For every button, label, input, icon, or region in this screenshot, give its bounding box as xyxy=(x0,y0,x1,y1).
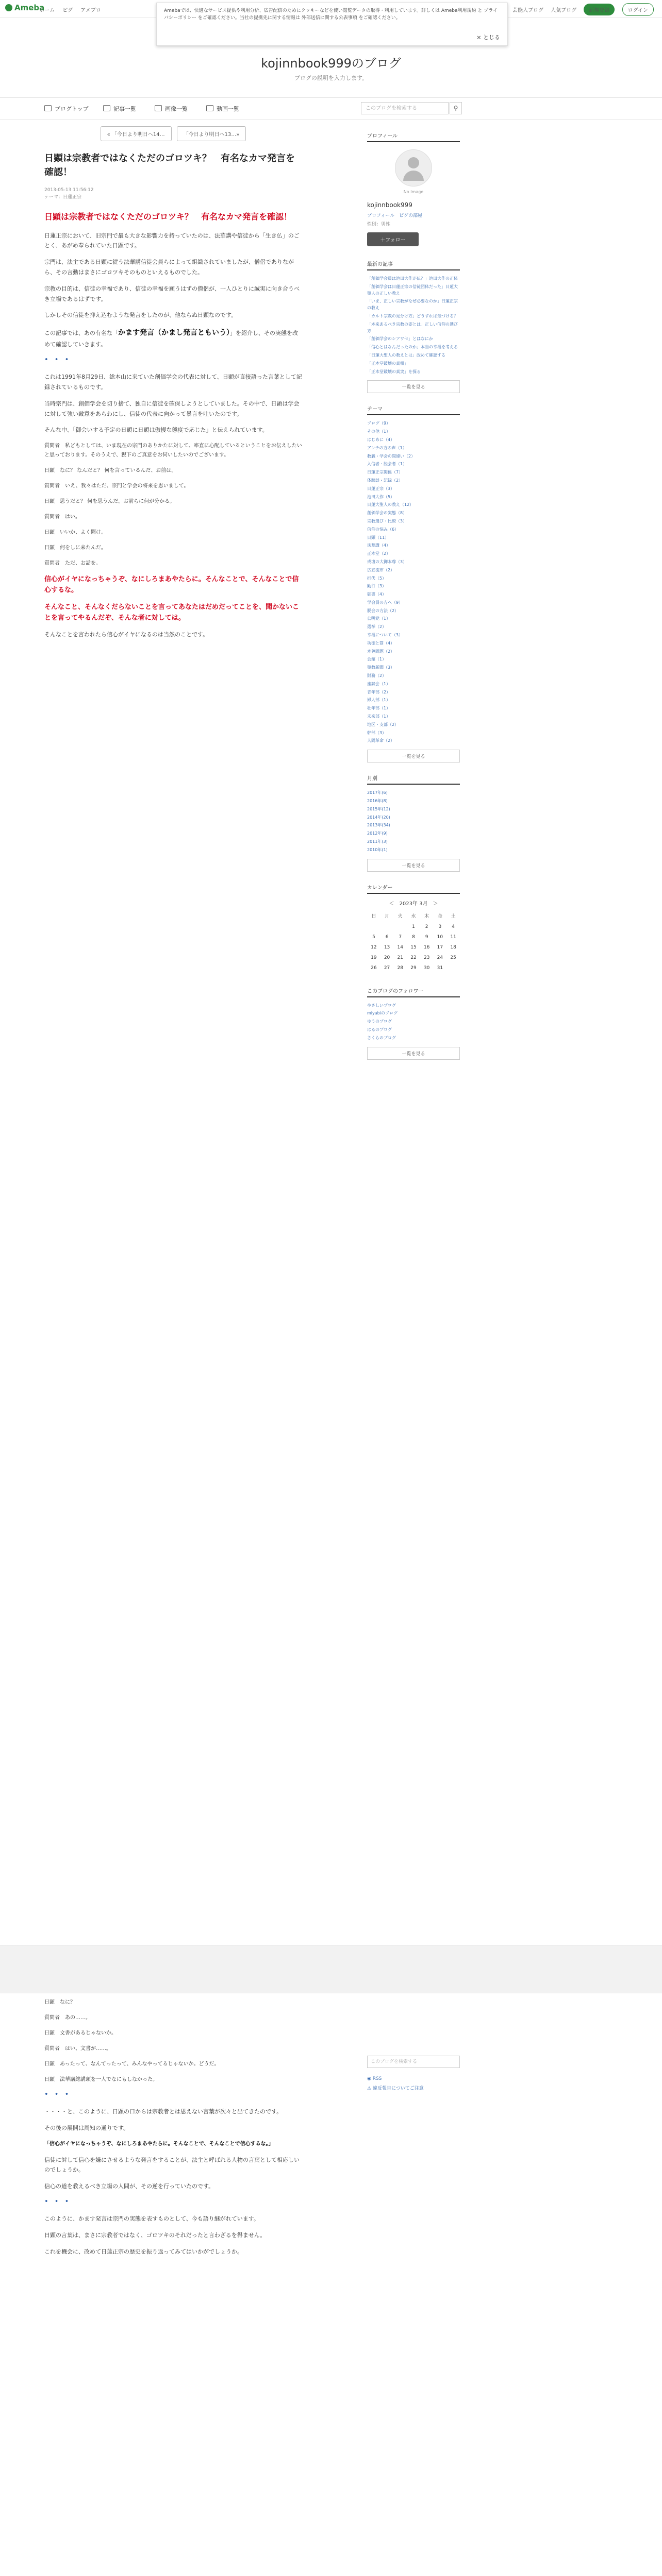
theme-item[interactable]: 婦人部（1） xyxy=(367,698,391,703)
calendar-day[interactable]: 15 xyxy=(410,944,417,950)
rss-label: RSS xyxy=(372,2076,382,2081)
dialogue-line: 日顕 何をしに来たんだ。 xyxy=(44,545,106,551)
followers-list xyxy=(367,1003,460,1042)
theme-item[interactable]: 幸福について（3） xyxy=(367,633,403,638)
nav-video-list-label: 動画一覧 xyxy=(217,106,239,112)
theme-item[interactable]: 聖教新聞（3） xyxy=(367,665,395,670)
cookie-notice-close-button[interactable]: × とじる xyxy=(476,34,500,41)
followers-list-button[interactable]: 一覧を見る xyxy=(367,1047,460,1060)
highlighted-quote: そんなこと、そんなくだらないことを言ってあなたはだめだってことを、聞かないことを言ってやるんだぞ、そんな者に対しては。 xyxy=(44,603,300,622)
calendar-heading: カレンダー xyxy=(367,883,460,894)
highlight-text: かます発言（かまし発言ともいう） xyxy=(118,329,230,337)
calendar-weekday: 水 xyxy=(411,913,416,919)
archive-item[interactable]: 2015年(12) xyxy=(367,806,390,811)
paragraph: そんなことを言われたら信心がイヤになるのは当然のことです。 xyxy=(44,631,209,638)
theme-item[interactable]: 青年部（2） xyxy=(367,689,391,694)
calendar-day[interactable]: 18 xyxy=(450,944,456,950)
global-nav xyxy=(39,6,107,13)
dialogue-line: 日顕 あったって、なんてったって、みんなやってるじゃないか。どうだ。 xyxy=(44,2061,220,2067)
article-meta xyxy=(44,187,302,201)
blog-description: ブログの説明を入力します。 xyxy=(294,75,368,81)
nav-ameblo[interactable]: アメブロ xyxy=(80,8,101,13)
calendar-day[interactable]: 23 xyxy=(423,955,430,960)
calendar-day[interactable]: 22 xyxy=(410,955,417,960)
calendar xyxy=(367,910,460,973)
dialogue-line: 日顕 法華講総講頭を一人でなにもしなかった。 xyxy=(44,2077,158,2082)
theme-item[interactable]: 創価学会の実態（8） xyxy=(367,511,407,516)
report-link[interactable] xyxy=(367,2084,460,2091)
article xyxy=(44,126,302,646)
calendar-weekday: 土 xyxy=(451,913,456,919)
archive-item[interactable]: 2011年(3) xyxy=(367,839,388,844)
follower-item[interactable]: やさしいブログ xyxy=(367,1003,396,1008)
theme-item[interactable]: 幹部（3） xyxy=(367,730,387,735)
calendar-day xyxy=(446,963,460,973)
archive-item[interactable]: 2010年(1) xyxy=(367,847,388,852)
recent-item[interactable]: 「正本堂破壊の真実」を探る xyxy=(367,369,421,374)
cookie-notice xyxy=(156,3,508,46)
paragraph: これは1991年8月29日、総本山に来ていた創価学会の代表に対して、日顕が直接語った言葉として記録されているものです。 xyxy=(44,374,302,391)
blog-nav xyxy=(0,97,662,120)
theme-item[interactable]: 日蓮大聖人の教え（12） xyxy=(367,502,414,507)
calendar-day[interactable]: 9 xyxy=(425,934,428,940)
theme-item[interactable]: 地区・支部（2） xyxy=(367,722,399,727)
paragraph: このように、かます発言は宗門の実態を表すものとして、今も語り継がれています。 xyxy=(44,2215,259,2222)
archive-item[interactable]: 2013年(34) xyxy=(367,823,390,828)
paragraph xyxy=(44,327,302,350)
paragraph: 信心の道を教えるべき立場の人間が、その逆を行っていたのです。 xyxy=(44,2183,214,2190)
highlighted-quote: 信心がイヤになっちゃうぞ、なにしろまあやたらに。そんなことで、そんなことで信心するな。 xyxy=(44,575,299,594)
theme-item[interactable]: 公明党（1） xyxy=(367,616,391,621)
warning-icon: ⚠ xyxy=(367,2086,373,2091)
recent-item[interactable]: 「本来あるべき宗教の姿とは」正しい信仰の選び方 xyxy=(367,321,458,333)
theme-item[interactable]: 人間革命（2） xyxy=(367,738,395,743)
profile-links[interactable]: プロフィール ピグの部屋 xyxy=(367,213,423,218)
article-pager xyxy=(44,126,302,141)
dialogue-line: 質問者 あの……。 xyxy=(44,2015,91,2021)
dialogue-line: 日顕 思うだと？ 何を思うんだ。お前らに何が分かる。 xyxy=(44,499,175,505)
calendar-day xyxy=(380,922,394,932)
theme-item[interactable]: 日蓮正宗関係（7） xyxy=(367,470,403,475)
calendar-day[interactable]: 8 xyxy=(412,934,415,940)
calendar-day[interactable]: 31 xyxy=(437,965,443,971)
calendar-day[interactable]: 21 xyxy=(397,955,403,960)
calendar-week-row xyxy=(367,922,460,932)
recent-list-button[interactable]: 一覧を見る xyxy=(367,380,460,393)
calendar-week-row xyxy=(367,953,460,963)
theme-item[interactable]: 勤行（3） xyxy=(367,584,387,589)
nav-video-list[interactable] xyxy=(206,105,239,113)
emphasized-quote: 「信心がイヤになっちゃうぞ、なにしろまあやたらに。そんなことで、そんなことで信心するな。」 xyxy=(44,2141,274,2147)
calendar-day[interactable]: 16 xyxy=(423,944,430,950)
theme-item[interactable]: 本尊問題（2） xyxy=(367,649,395,654)
theme-item[interactable]: 座談会（1） xyxy=(367,681,391,686)
dialogue-line: 質問者 私どもとしては、いま現在の宗門のありかたに対して、率直に心配しているということをお伝えしたいと思っております。そのうえで、猊下のご真意をお伺いしたいのでございます。 xyxy=(44,443,302,459)
theme-item[interactable]: 会館（1） xyxy=(367,657,387,662)
rss-icon: ◉ xyxy=(367,2076,373,2081)
dialogue-line: 日顕 いいか、よく聞け。 xyxy=(44,530,106,536)
recent-list xyxy=(367,276,460,375)
recent-item[interactable]: 「日蓮大聖人の教えとは」改めて確認する xyxy=(367,352,445,358)
follower-item[interactable]: さくらのブログ xyxy=(367,1035,396,1040)
paragraph: これを機会に、改めて日蓮正宗の歴史を振り返ってみてはいかがでしょうか。 xyxy=(44,2248,243,2255)
theme-item[interactable]: 信仰の悩み（6） xyxy=(367,527,399,532)
calendar-weekday-row xyxy=(367,910,460,922)
bottom-search-input[interactable]: このブログを検索する xyxy=(367,2056,460,2068)
calendar-day[interactable]: 20 xyxy=(384,955,390,960)
global-header-right xyxy=(507,3,654,16)
archive-item[interactable]: 2016年(8) xyxy=(367,799,388,804)
follower-item[interactable]: はるのブログ xyxy=(367,1027,392,1032)
paragraph: 当時宗門は、創価学会を切り捨て、独自に信徒を確保しようとしていました。その中で、日顕は学会に対して強い敵意をあらわにし、信徒の代表に向かって暴言を吐いたのです。 xyxy=(44,400,300,417)
archive-list-button[interactable]: 一覧を見る xyxy=(367,859,460,872)
article-subtitle: 日顕は宗教者ではなくただのゴロツキ？ 有名なカマ発言を確認！ xyxy=(44,211,292,222)
calendar-day[interactable]: 11 xyxy=(450,934,456,940)
theme-item[interactable]: 広宣流布（2） xyxy=(367,567,395,572)
theme-item[interactable]: 正本堂（2） xyxy=(367,551,391,556)
article-continued xyxy=(44,1998,302,2263)
list-icon xyxy=(103,105,110,111)
calendar-day[interactable]: 13 xyxy=(384,944,390,950)
archive-item[interactable]: 2017年(6) xyxy=(367,790,388,795)
calendar-day[interactable]: 3 xyxy=(438,924,442,929)
theme-item[interactable]: 教義・学会の間違い（2） xyxy=(367,453,416,459)
profile-heading: プロフィール xyxy=(367,131,460,142)
nav-blog-top-label: ブログトップ xyxy=(55,106,89,112)
calendar-weekday: 月 xyxy=(385,913,390,919)
recent-item[interactable]: 「いま、正しい宗教がなぜ必要なのか」日蓮正宗の教え xyxy=(367,299,458,311)
separator-dots: • • • xyxy=(44,2091,71,2098)
ameba-logo-icon xyxy=(5,4,12,11)
calendar-day[interactable]: 7 xyxy=(399,934,402,940)
theme-item[interactable]: ブログ（9） xyxy=(367,421,391,426)
themes-heading: テーマ xyxy=(367,404,460,415)
dialogue-line: 質問者 はい、文書が……。 xyxy=(44,2046,111,2052)
paragraph: 日顕の言葉は、まさに宗教者ではなく、ゴロツキのそれだったと言わざるを得ません。 xyxy=(44,2231,266,2239)
calendar-day[interactable]: 14 xyxy=(397,944,403,950)
paragraph: その後の展開は周知の通りです。 xyxy=(44,2124,129,2131)
separator-dots: • • • xyxy=(44,356,71,364)
next-article-button[interactable]: 「今日より明日へ13…» xyxy=(177,126,246,141)
theme-item[interactable]: 日顕（11） xyxy=(367,535,389,540)
search-button[interactable] xyxy=(450,102,462,114)
nav-home[interactable]: ホーム xyxy=(39,8,55,13)
paragraph: そんな中、「御会いする予定の日顕に日顕は傲慢な態度で応じた」と伝えられています。 xyxy=(44,427,268,434)
ameba-logo[interactable] xyxy=(5,3,44,12)
themes-list xyxy=(367,420,460,744)
theme-item[interactable]: 入信者・脱会者（1） xyxy=(367,462,407,467)
follower-item[interactable]: ゆうのブログ xyxy=(367,1019,392,1024)
calendar-day[interactable]: 12 xyxy=(371,944,377,950)
calendar-weekday: 金 xyxy=(437,913,442,919)
dialogue-line: 日顕 なに？ なんだと？ 何を言っているんだ、お前は。 xyxy=(44,468,177,474)
rss-link[interactable] xyxy=(367,2076,460,2081)
theme-item[interactable]: 戒壇の大御本尊（3） xyxy=(367,559,407,564)
page-break xyxy=(0,1945,662,1993)
calendar-month-nav[interactable]: ＜ 2023年 3月 ＞ xyxy=(389,901,438,907)
calendar-day[interactable]: 27 xyxy=(384,965,390,971)
calendar-day[interactable]: 26 xyxy=(371,965,377,971)
calendar-day xyxy=(367,922,380,932)
theme-item[interactable]: 脱会の方法（2） xyxy=(367,608,399,613)
recent-heading: 最新の記事 xyxy=(367,260,460,270)
dialogue-line: 質問者 いえ、我々はただ、宗門と学会の将来を思いまして。 xyxy=(44,483,189,489)
archive-heading: 月別 xyxy=(367,774,460,785)
theme-item[interactable]: 学会員の方へ（9） xyxy=(367,600,403,605)
profile-name[interactable]: kojinnbook999 xyxy=(367,201,412,209)
follower-item[interactable]: miyabiのブログ xyxy=(367,1011,398,1016)
paragraph: 日蓮正宗において、旧宗門で最も大きな影響力を持っていたのは、法華講や信徒から「生き仏」のごとく、あがめ奉られていた日顕です。 xyxy=(44,232,300,249)
prev-article-button[interactable]: « 「今日より明日へ14… xyxy=(101,126,172,141)
dialogue-line: 日顕 文書があるじゃないか。 xyxy=(44,2030,117,2036)
recent-item[interactable]: 「創価学会のシアワセ」とはなにか xyxy=(367,336,433,342)
nav-image-list-label: 画像一覧 xyxy=(165,106,188,112)
paragraph: 宗門は、法主である日顕に従う法華講信徒会員らによって組織されていましたが、僧侶でありながら、その言動はまさにゴロツキそのものといえるものでした。 xyxy=(44,259,294,276)
theme-item[interactable]: 法華講（4） xyxy=(367,543,391,548)
sidebar-bottom xyxy=(367,2056,460,2091)
profile-gender: 性別：男性 xyxy=(367,222,391,227)
no-image-label: No Image xyxy=(403,190,424,194)
avatar-head xyxy=(408,157,419,168)
calendar-weekday: 火 xyxy=(398,913,403,919)
calendar-day[interactable]: 29 xyxy=(410,965,417,971)
article-date: 2013-05-13 11:56:12 xyxy=(44,188,94,193)
paragraph: しかしその信徒を抑え込むような発言をしたのが、他ならぬ日顕なのです。 xyxy=(44,312,237,319)
theme-item[interactable]: 功徳と罰（4） xyxy=(367,640,395,646)
cookie-notice-text: Amebaでは、快適なサービス提供や利用分析、広告配信のためにクッキーなどを使い閲覧データの取得・利用しています。詳しくは Ameba利用規約 と プライバシーポリシー をご確認ください。当社の提携先に関する情報は 外部送信に関する公表事項 をご確認ください。 xyxy=(164,8,498,21)
theme-item[interactable]: 折伏（5） xyxy=(367,575,387,581)
calendar-day[interactable]: 24 xyxy=(437,955,443,960)
theme-item[interactable]: はじめに（4） xyxy=(367,437,395,442)
brand-name: Ameba xyxy=(14,3,45,12)
search-icon: ⚲ xyxy=(453,105,458,112)
calendar-day[interactable]: 6 xyxy=(385,934,389,940)
calendar-week-row xyxy=(367,942,460,953)
recent-item[interactable]: 「創価学会は日蓮正宗の信徒団体だった」日蓮大聖人の正しい教え xyxy=(367,284,458,296)
theme-item[interactable]: 選挙（2） xyxy=(367,624,387,630)
video-icon xyxy=(206,105,213,111)
theme-item[interactable]: その他（1） xyxy=(367,429,391,434)
calendar-day xyxy=(393,922,407,932)
theme-item[interactable]: アンチの方の声（1） xyxy=(367,445,407,450)
nav-image-list[interactable] xyxy=(155,105,188,113)
calendar-weekday: 木 xyxy=(424,913,429,919)
signup-button[interactable]: 新規登録 xyxy=(584,4,615,15)
theme-item[interactable]: 壮年部（1） xyxy=(367,706,391,711)
nav-blog-top[interactable] xyxy=(44,105,89,113)
calendar-weekday: 日 xyxy=(371,913,376,919)
sidebar xyxy=(367,131,460,1071)
login-button[interactable]: ログイン xyxy=(622,3,654,16)
avatar[interactable] xyxy=(395,149,432,187)
archive-item[interactable]: 2012年(9) xyxy=(367,831,388,836)
theme-item[interactable]: 財務（2） xyxy=(367,673,387,679)
theme-item[interactable]: 御書（4） xyxy=(367,592,387,597)
theme-item[interactable]: 日蓮正宗（3） xyxy=(367,486,395,491)
themes-list-button[interactable]: 一覧を見る xyxy=(367,750,460,762)
recent-item[interactable]: 「創価学会員は池田大作が仏？」池田大作の正体 xyxy=(367,276,458,281)
blog-search-input[interactable]: このブログを検索する xyxy=(361,102,449,114)
dialogue-line: 日顕 なに？ xyxy=(44,1999,75,2005)
paragraph-text: 」を紹介し、その実態を改めて確認していきます。 xyxy=(44,330,298,348)
article-theme[interactable]: テーマ：日蓮正宗 xyxy=(44,195,82,200)
home-icon xyxy=(44,105,52,111)
paragraph: 宗教の目的は、信徒の幸福であり、信徒の幸福を願うはずの僧侶が、一人ひとりに誠実に向き合うべき立場であるはずです。 xyxy=(44,285,300,302)
recent-item[interactable]: 「カルト宗教の見分け方」どうすれば気づける？ xyxy=(367,313,458,318)
calendar-week-row xyxy=(367,932,460,942)
calendar-day[interactable]: 25 xyxy=(450,955,456,960)
follow-button[interactable]: ＋フォロー xyxy=(367,232,419,246)
nav-article-list-label: 記事一覧 xyxy=(113,106,136,112)
paragraph: ・・・・と、このように、日顕の口からは宗教者とは思えない言葉が次々と出てきたのです。 xyxy=(44,2108,283,2115)
theme-item[interactable]: 未来部（1） xyxy=(367,714,391,719)
calendar-day[interactable]: 2 xyxy=(425,924,428,929)
nav-article-list[interactable] xyxy=(103,105,136,113)
theme-item[interactable]: 池田大作（5） xyxy=(367,494,395,499)
separator-dots: • • • xyxy=(44,2197,71,2206)
dialogue-line: 質問者 はい。 xyxy=(44,514,80,520)
report-label: 違反報告についてご注意 xyxy=(372,2086,424,2091)
theme-item[interactable]: 体験談・記録（2） xyxy=(367,478,403,483)
archive-list xyxy=(367,790,460,853)
avatar-body xyxy=(403,171,424,181)
nav-pigg[interactable]: ピグ xyxy=(62,8,73,13)
calendar-week-row xyxy=(367,963,460,973)
recent-item[interactable]: 「信心とはなんだったのか」本当の幸福を考える xyxy=(367,345,458,350)
archive-item[interactable]: 2014年(20) xyxy=(367,815,390,820)
calendar-day[interactable]: 19 xyxy=(371,955,377,960)
calendar-day[interactable]: 4 xyxy=(452,924,455,929)
calendar-day[interactable]: 17 xyxy=(437,944,443,950)
recent-item[interactable]: 「正本堂破壊の真相」 xyxy=(367,361,408,366)
link-popular-blogs[interactable]: 人気ブログ xyxy=(551,8,577,13)
calendar-day[interactable]: 28 xyxy=(397,965,403,971)
calendar-day[interactable]: 5 xyxy=(372,934,375,940)
article-title[interactable]: 日顕は宗教者ではなくただのゴロツキ？ 有名なカマ発言を確認！ xyxy=(44,153,295,178)
calendar-day[interactable]: 1 xyxy=(412,924,415,929)
paragraph: 信徒に対して信心を嫌にさせるような発言をすることが、法主と呼ばれる人物の言葉として相応しいのでしょうか。 xyxy=(44,2156,300,2174)
dialogue-line: 質問者 ただ、お話を。 xyxy=(44,561,101,567)
followers-heading: このブログのフォロワー xyxy=(367,987,460,997)
calendar-day[interactable]: 10 xyxy=(437,934,443,940)
camera-icon xyxy=(155,105,162,111)
link-celebrity-blogs[interactable]: 芸能人ブログ xyxy=(512,8,544,13)
theme-item[interactable]: 宗教選び・比較（3） xyxy=(367,518,407,523)
blog-title[interactable]: kojinnbook999のブログ xyxy=(261,56,401,71)
paragraph-text: この記事では、あの有名な「 xyxy=(44,330,118,337)
calendar-day[interactable]: 30 xyxy=(423,965,430,971)
